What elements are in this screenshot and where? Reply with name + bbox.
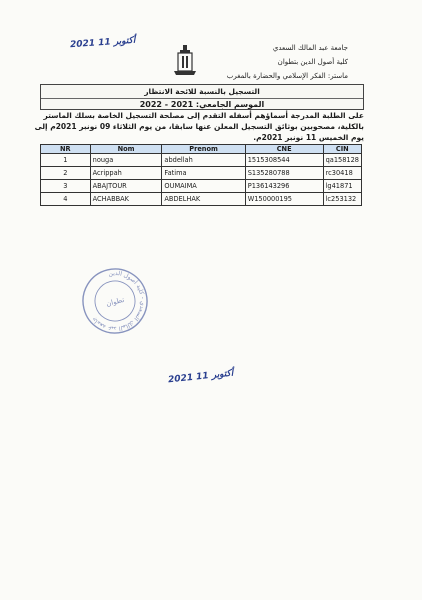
cell-cne: P136143296 [245, 180, 323, 193]
cell-prenom: Fatima [162, 167, 245, 180]
university-logo-icon [168, 43, 202, 79]
column-header-cne: CNE [245, 145, 323, 154]
title-box [40, 84, 364, 110]
cell-cne: S135280788 [245, 167, 323, 180]
date-stamp-seal: 2021 أكتوبر 11 [167, 368, 234, 386]
column-header-cin: CIN [323, 145, 361, 154]
academic-year: الموسم الجامعي: 2021 - 2022 [41, 98, 363, 110]
cell-nr: 3 [41, 180, 91, 193]
page-title: التسجيل بالنسبة للائحة الانتظار [144, 87, 260, 96]
university-name: جامعة عبد المالك السعدي [272, 44, 348, 52]
table-row [41, 154, 362, 167]
cell-nom: ACHABBAK [90, 193, 162, 206]
cell-nom: ABAJTOUR [90, 180, 162, 193]
table-header-row [41, 145, 362, 154]
table-row [41, 167, 362, 180]
students-table [40, 144, 362, 206]
cell-nr: 2 [41, 167, 91, 180]
column-header-prenom: Prenom [162, 145, 245, 154]
seal-ring-textpath: جامعة عبد المالك السعدي - كلية أصول الدين [90, 269, 147, 333]
cell-cne: W150000195 [245, 193, 323, 206]
column-header-nom: Nom [90, 145, 162, 154]
cell-prenom: OUMAIMA [162, 180, 245, 193]
registration-notice: على الطلبة المدرجة أسماؤهم أسفله التقدم إلى مصلحة التسجيل الخاصة بسلك الماستر بالكلية، مصحوبين بوثائق التسجيل المعلن عنها سابقا، من يوم الثلاثاء 09 نونبر 2021م إلى يوم الخميس 11 نونبر 2021م. [34, 111, 364, 142]
cell-nom: nouga [90, 154, 162, 167]
table-row [41, 180, 362, 193]
cell-cne: 1515308544 [245, 154, 323, 167]
cell-cin: qa158128 [323, 154, 361, 167]
faculty-name: كلية أصول الدين بتطوان [277, 58, 348, 66]
table-row [41, 193, 362, 206]
cell-cin: lg41871 [323, 180, 361, 193]
master-program: ماستر: الفكر الإسلامي والحضارة بالمغرب [226, 72, 348, 80]
cell-prenom: ABDELHAK [162, 193, 245, 206]
cell-nr: 4 [41, 193, 91, 206]
cell-cin: rc30418 [323, 167, 361, 180]
column-header-nr: NR [41, 145, 91, 154]
official-seal-icon [73, 259, 158, 344]
cell-nom: Acrippah [90, 167, 162, 180]
cell-nr: 1 [41, 154, 91, 167]
cell-prenom: abdellah [162, 154, 245, 167]
seal-center-text: تطوان [105, 295, 126, 309]
cell-cin: lc253132 [323, 193, 361, 206]
date-stamp-top: 2021 أكتوبر 11 [69, 35, 136, 51]
